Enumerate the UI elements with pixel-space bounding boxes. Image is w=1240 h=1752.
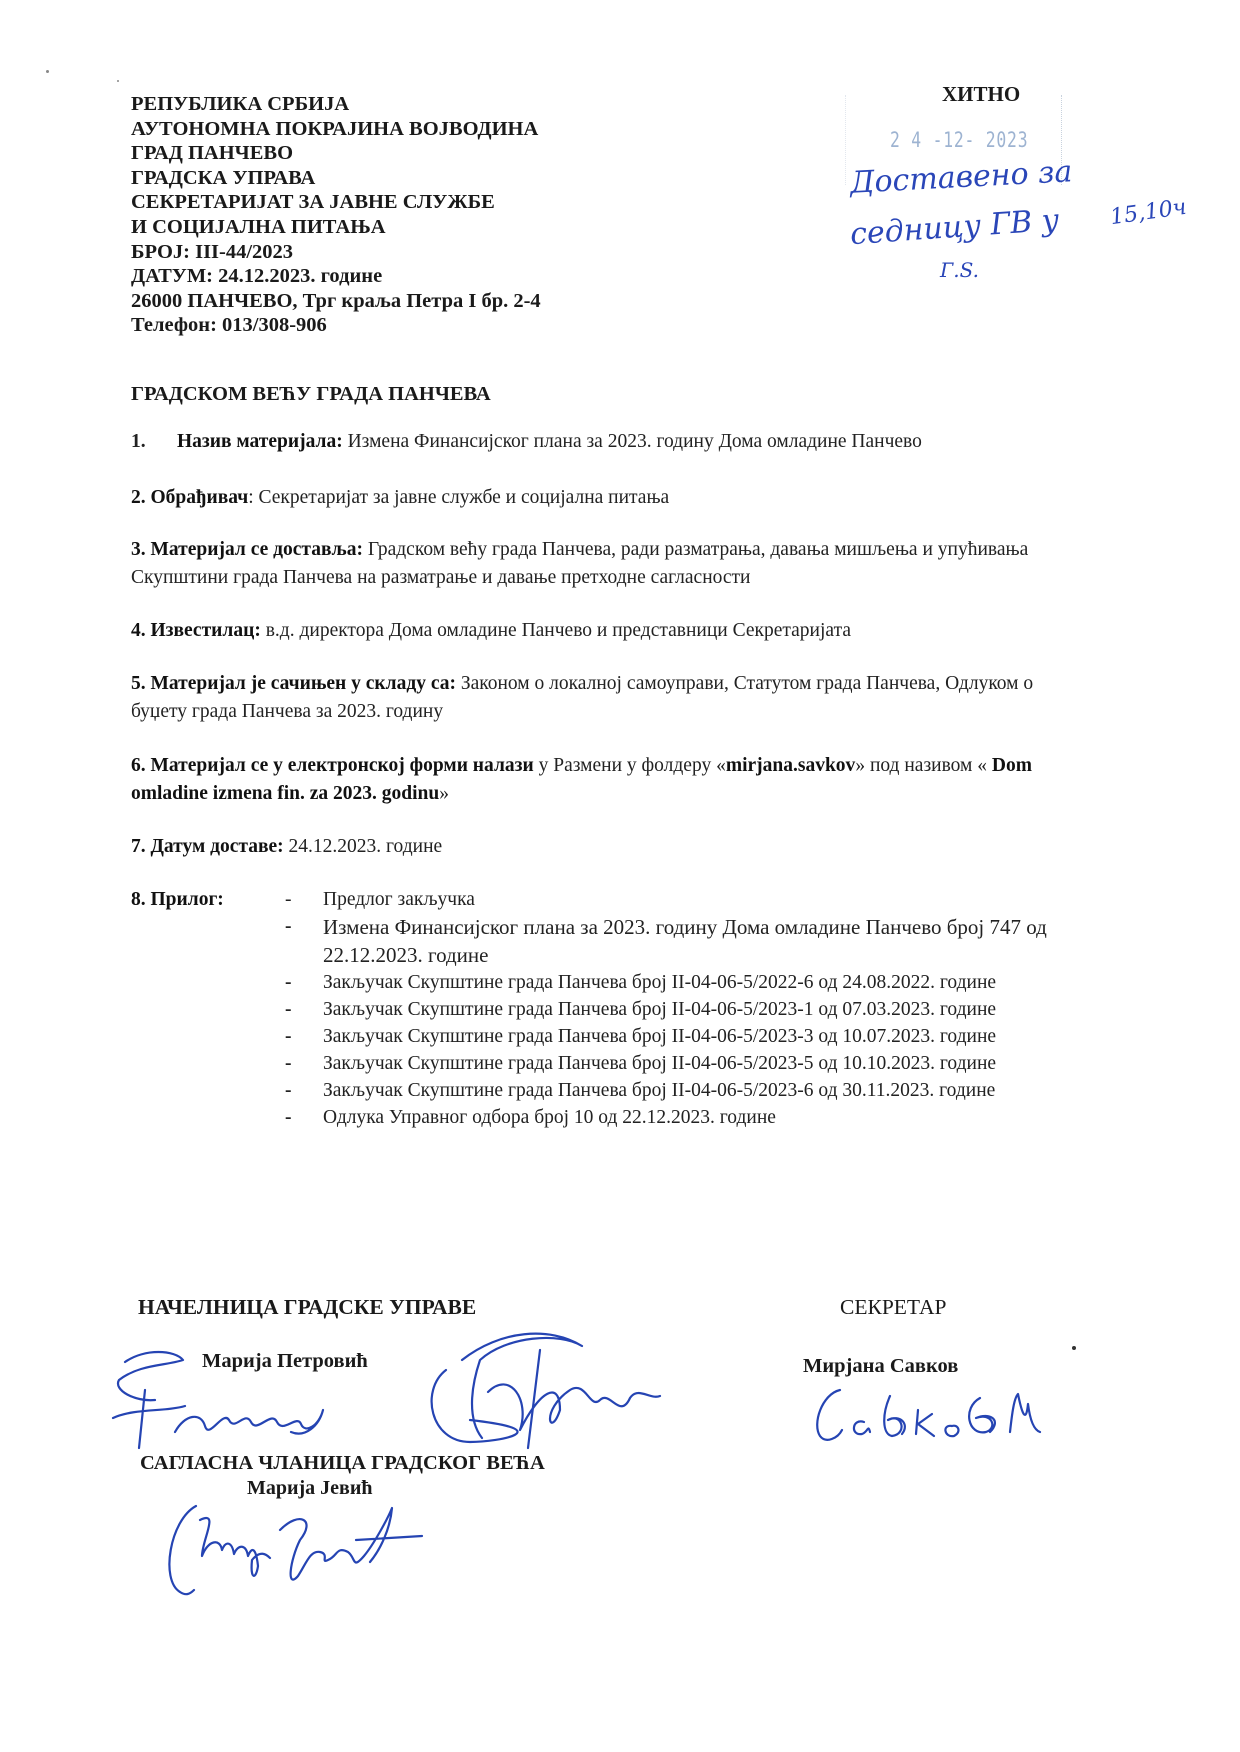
attachment-text: Закључак Скупштине града Панчева број II-04-06-5/2023-1 од 07.03.2023. године — [323, 999, 997, 1020]
section-text: у Размени у фолдеру « — [533, 755, 726, 776]
section-text: в.д. директора Дома омладине Панчево и представници Секретаријата — [260, 620, 851, 641]
section-delivery-date — [131, 833, 442, 861]
section-text: » — [439, 783, 449, 804]
attachment-text: Одлука Управног одбора број 10 од 22.12.2023. године — [323, 1107, 776, 1128]
attachment-item — [285, 913, 1085, 969]
header-line: ГРАДСКА УПРАВА — [131, 166, 316, 189]
handwritten-note-line: Доставено за — [849, 154, 1074, 201]
section-label: 5. Материјал је сачињен у складу са: — [131, 673, 456, 694]
file-name: Dom omladine izmena fin. za 2023. godinu — [131, 755, 1032, 804]
bullet-dash: - — [285, 1053, 292, 1074]
signature-secretary — [812, 1384, 1042, 1444]
header-line: СЕКРЕТАРИЈАТ ЗА ЈАВНЕ СЛУЖБЕ — [131, 191, 495, 214]
bullet-dash: - — [285, 889, 292, 910]
header-line: РЕПУБЛИКА СРБИЈА — [131, 93, 350, 115]
section-label: Назив материјала: — [177, 431, 343, 452]
bullet-dash: - — [285, 999, 292, 1020]
section-rapporteur — [131, 617, 851, 645]
folder-name: mirjana.savkov — [725, 755, 856, 776]
section-label: 8. Прилог: — [131, 889, 224, 910]
section-text: Измена Финансијског плана за 2023. годину Дома омладине Панчево — [342, 431, 922, 452]
section-label: 6. Материјал се у електронској форми налази — [131, 755, 534, 776]
section-text: 24.12.2023. године — [283, 836, 443, 857]
section-label: 7. Датум доставе: — [131, 836, 284, 857]
section-electronic-form — [131, 752, 1071, 808]
bullet-dash: - — [285, 1080, 292, 1101]
attachment-item — [285, 1104, 1085, 1131]
section-material-title — [131, 428, 922, 456]
section-legal-basis — [131, 670, 1071, 726]
document-header — [131, 92, 541, 338]
attachment-item — [285, 886, 1085, 913]
section-attachments — [131, 886, 224, 914]
bullet-dash: - — [285, 1026, 292, 1047]
urgent-label: ХИТНО — [942, 82, 1021, 106]
section-text: Законом о локалној самоуправи, Статутом града Панчева, Одлуком о буџету града Панчева за 2023. годину — [131, 673, 1034, 722]
section-text: » под називом « — [855, 755, 992, 776]
attachment-text: Закључак Скупштине града Панчева број II-04-06-5/2023-3 од 10.07.2023. године — [323, 1026, 997, 1047]
signatory-title-secretary: СЕКРЕТАР — [840, 1295, 947, 1319]
signatory-name-member: Марија Јевић — [247, 1477, 373, 1499]
header-line: АУТОНОМНА ПОКРАЈИНА ВОЈВОДИНА — [131, 117, 539, 140]
attachment-text: Предлог закључка — [323, 889, 475, 910]
signature-member — [160, 1500, 430, 1610]
attachment-item — [285, 1050, 1085, 1077]
scan-speck — [117, 80, 119, 82]
section-delivered-to — [131, 536, 1071, 592]
section-text: : Секретаријат за јавне службе и социјална питања — [248, 487, 670, 508]
section-author — [131, 484, 669, 512]
bullet-dash: - — [285, 972, 292, 993]
signatory-name-secretary: Мирјана Савков — [803, 1355, 959, 1377]
section-text: Градском већу града Панчева, ради разматрања, давања мишљења и упућивања Скупштини града Панчева на разматрање и давање претходне сагласности — [131, 539, 1029, 588]
document-number: БРОЈ: III-44/2023 — [131, 240, 294, 263]
bullet-dash: - — [285, 916, 292, 937]
recipient: ГРАДСКОМ ВЕЋУ ГРАДА ПАНЧЕВА — [131, 383, 491, 405]
bullet-dash: - — [285, 1107, 292, 1128]
signatory-title-member: САГЛАСНА ЧЛАНИЦА ГРАДСКОГ ВЕЋА — [140, 1452, 545, 1474]
stamp-date: 2 4 -12- 2023 — [890, 128, 1029, 152]
attachment-item — [285, 1077, 1085, 1104]
scan-speck — [46, 70, 49, 73]
phone: Телефон: 013/308-906 — [131, 314, 327, 337]
signature-head — [410, 1330, 670, 1450]
section-label: 3. Материјал се доставља: — [131, 539, 363, 560]
signatory-title-head: НАЧЕЛНИЦА ГРАДСКЕ УПРАВЕ — [138, 1295, 477, 1319]
attachment-text: Закључак Скупштине града Панчева број II-04-06-5/2022-6 од 24.08.2022. године — [323, 972, 997, 993]
section-label: 4. Известилац: — [131, 620, 261, 641]
attachment-text: Измена Финансијског плана за 2023. годину Дома омладине Панчево број 747 од 22.12.2023. године — [323, 915, 1047, 967]
attachment-text: Закључак Скупштине града Панчева број II-04-06-5/2023-6 од 30.11.2023. године — [323, 1080, 996, 1101]
document-date: ДАТУМ: 24.12.2023. године — [131, 265, 383, 288]
handwritten-note-line: седницу ГВ у — [849, 202, 1061, 253]
section-number: 1. — [131, 431, 146, 452]
section-label: 2. Обрађивач — [131, 487, 249, 508]
signatory-name-head: Марија Петровић — [202, 1350, 368, 1372]
attachment-text: Закључак Скупштине града Панчева број II-04-06-5/2023-5 од 10.10.2023. године — [323, 1053, 997, 1074]
attachment-item — [285, 969, 1085, 996]
handwritten-note-initials: Г.S. — [940, 258, 979, 282]
address: 26000 ПАНЧЕВО, Трг краља Петра I бр. 2-4 — [131, 289, 541, 312]
attachment-list — [285, 886, 1085, 1131]
attachment-item — [285, 1023, 1085, 1050]
handwritten-note-time: 15,10ч — [1108, 194, 1189, 231]
signature-head-initials — [105, 1340, 345, 1450]
header-line: ГРАД ПАНЧЕВО — [131, 142, 294, 165]
attachment-item — [285, 996, 1085, 1023]
header-line: И СОЦИЈАЛНА ПИТАЊА — [131, 215, 386, 238]
scan-dot — [1072, 1346, 1076, 1350]
